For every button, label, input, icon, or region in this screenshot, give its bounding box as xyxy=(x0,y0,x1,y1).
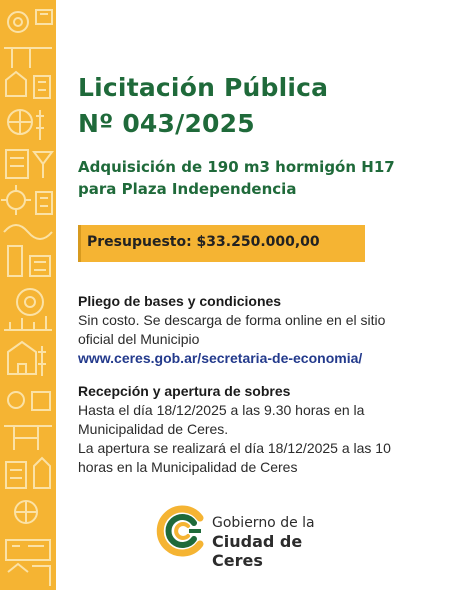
pliego-section xyxy=(78,292,458,368)
page-subtitle xyxy=(78,156,395,200)
subtitle-line-2: para Plaza Independencia xyxy=(78,180,297,198)
recepcion-heading: Recepción y apertura de sobres xyxy=(78,383,291,399)
title-line-1: Licitación Pública xyxy=(78,73,329,102)
recepcion-section xyxy=(78,382,458,477)
budget-text: Presupuesto: $33.250.000,00 xyxy=(87,234,320,250)
recepcion-line-1: Hasta el día 18/12/2025 a las 9.30 horas en la xyxy=(78,402,365,418)
municipal-logo xyxy=(156,504,356,570)
recepcion-line-2: Municipalidad de Ceres. xyxy=(78,421,229,437)
pliego-heading: Pliego de bases y condiciones xyxy=(78,293,282,309)
recepcion-line-4: horas en la Municipalidad de Ceres xyxy=(78,459,298,475)
subtitle-line-1: Adquisición de 190 m3 hormigón H17 xyxy=(78,158,395,176)
page-title xyxy=(78,70,328,142)
logo-line-1: Gobierno de la xyxy=(212,515,315,531)
decorative-side-band xyxy=(0,0,56,590)
ceres-logo-icon xyxy=(156,504,208,558)
title-line-2: Nº 043/2025 xyxy=(78,109,255,138)
city-pattern-icon xyxy=(0,0,56,590)
pliego-line-1: Sin costo. Se descarga de forma online en el sitio xyxy=(78,312,386,328)
recepcion-line-3: La apertura se realizará el día 18/12/2025 a las 10 xyxy=(78,440,391,456)
budget-box xyxy=(78,225,365,262)
pliego-line-2: oficial del Municipio xyxy=(78,331,200,347)
logo-line-2: Ciudad de Ceres xyxy=(212,532,303,570)
economia-link[interactable]: www.ceres.gob.ar/secretaria-de-economia/ xyxy=(78,350,363,366)
